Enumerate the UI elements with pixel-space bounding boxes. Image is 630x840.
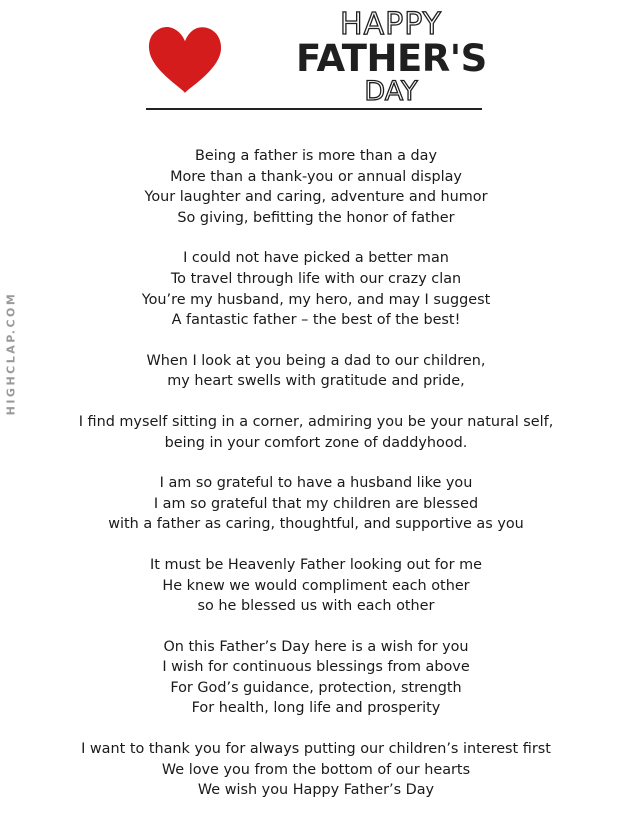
poem (20, 146, 612, 821)
poem-line: being in your comfort zone of daddyhood. (164, 434, 468, 451)
poem-stanza (20, 637, 612, 719)
poem-stanza (20, 555, 612, 617)
poem-line: Your laughter and caring, adventure and humor (144, 189, 488, 206)
poem-line: I wish for continuous blessings from above (162, 659, 470, 676)
title-happy: HAPPY (340, 7, 442, 42)
side-watermark-text: HIGHCLAP.COM (4, 291, 18, 415)
side-watermark (3, 288, 19, 418)
poem-stanza (20, 473, 612, 535)
poem-line: We wish you Happy Father’s Day (197, 782, 435, 799)
poem-line: It must be Heavenly Father looking out for me (150, 556, 482, 573)
poem-line: More than a thank-you or annual display (170, 168, 462, 185)
poem-line: I want to thank you for always putting our children’s interest first (81, 741, 551, 758)
poem-stanza (20, 739, 612, 801)
poem-line: For God’s guidance, protection, strength (170, 679, 462, 696)
poem-stanza (20, 412, 612, 453)
poem-line: A fantastic father – the best of the best! (171, 312, 461, 329)
poem-line: with a father as caring, thoughtful, and supportive as you (108, 516, 524, 533)
title-fathers: FATHER'S (296, 37, 487, 80)
poem-line: For health, long life and prosperity (191, 700, 441, 717)
poem-line: On this Father’s Day here is a wish for you (163, 638, 469, 655)
title-divider (146, 108, 482, 110)
poem-line: I am so grateful that my children are blessed (153, 495, 479, 512)
poem-line: You’re my husband, my hero, and may I suggest (141, 291, 491, 308)
page-title (296, 7, 487, 107)
poem-line: my heart swells with gratitude and pride, (167, 373, 465, 390)
poem-line: I could not have picked a better man (183, 250, 449, 267)
poem-line: I find myself sitting in a corner, admiring you be your natural self, (78, 413, 554, 430)
poem-line: He knew we would compliment each other (162, 577, 470, 594)
poem-line: To travel through life with our crazy clan (170, 270, 462, 287)
title-day: DAY (364, 76, 418, 107)
poem-line: When I look at you being a dad to our children, (146, 352, 486, 369)
poem-stanza (20, 351, 612, 392)
poem-line: We love you from the bottom of our hearts (161, 761, 471, 778)
poem-stanza (20, 146, 612, 228)
poem-line: I am so grateful to have a husband like you (159, 475, 473, 492)
poem-line: so he blessed us with each other (197, 598, 435, 615)
heart-icon (146, 24, 224, 96)
poem-line: Being a father is more than a day (195, 148, 437, 164)
poem-stanza (20, 248, 612, 330)
poem-line: So giving, befitting the honor of father (177, 209, 455, 226)
